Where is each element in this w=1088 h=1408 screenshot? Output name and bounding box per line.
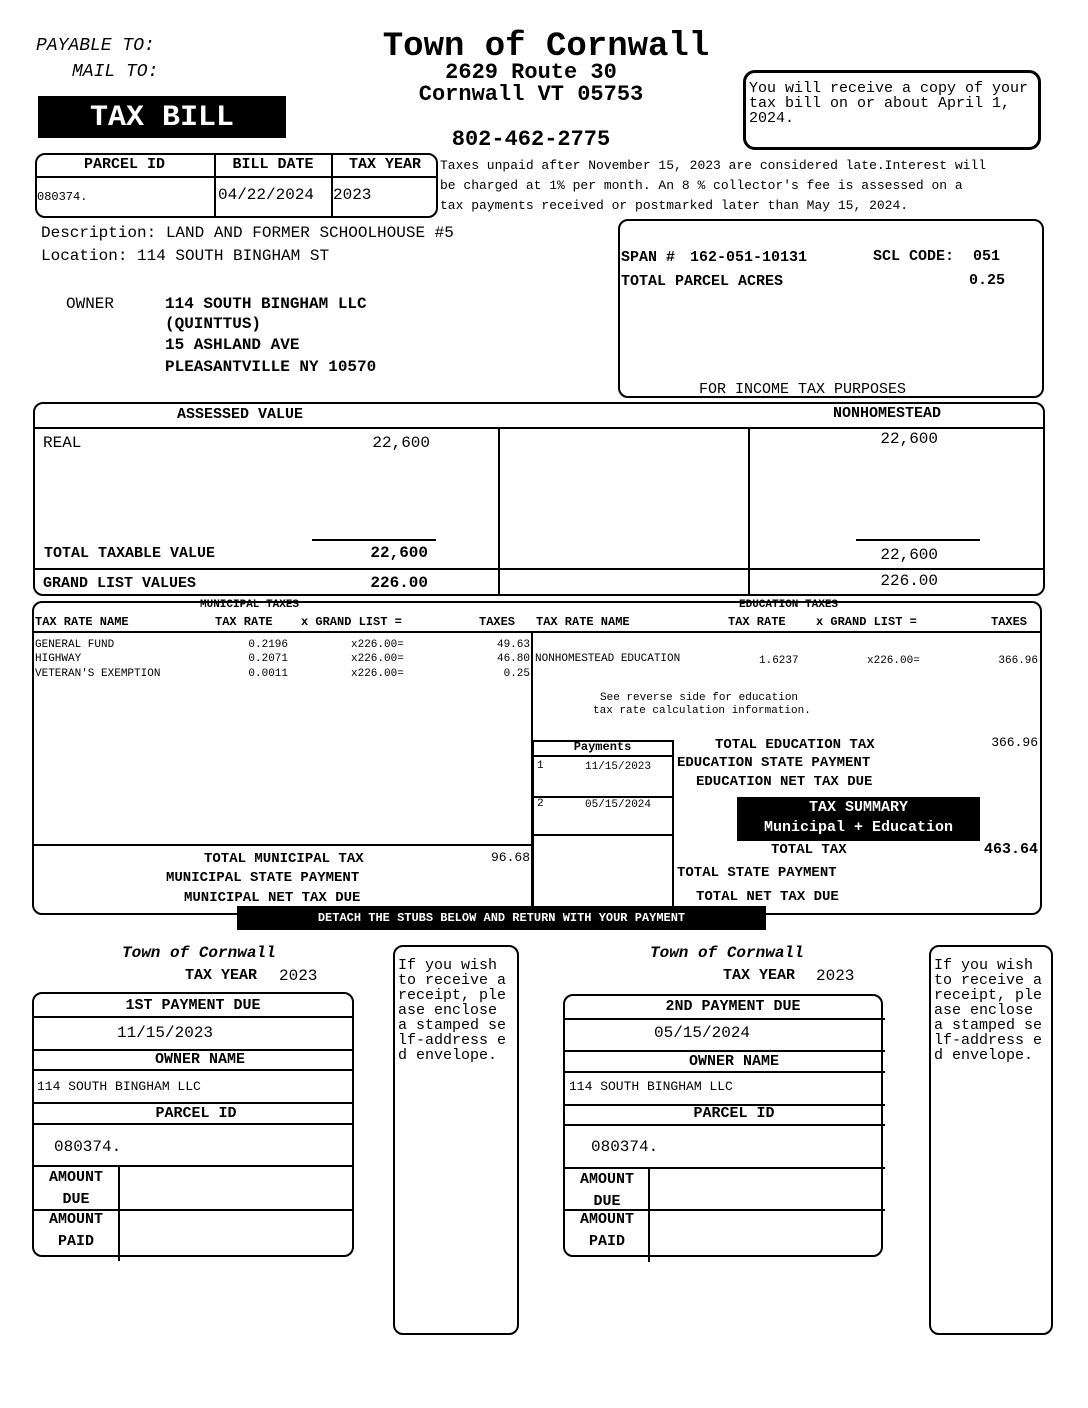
- town-phone: 802-462-2775: [451, 127, 611, 152]
- muni-row-tax: 49.63: [496, 639, 530, 651]
- stub2-tax-year-label: TAX YEAR: [723, 967, 796, 984]
- muni-row-name: VETERAN'S EXEMPTION: [35, 668, 161, 680]
- late-notice-3: tax payments received or postmarked later than May 15, 2024.: [440, 198, 909, 213]
- total-municipal-tax-value: 96.68: [490, 850, 530, 865]
- income-tax-note: FOR INCOME TAX PURPOSES: [699, 381, 907, 398]
- parcel-id-label: PARCEL ID: [83, 156, 165, 173]
- detach-banner: [237, 906, 766, 930]
- real-label: REAL: [43, 434, 82, 452]
- stub1-receipt-note: If you wish to receive a receipt, please enclose a stamped self-address ed envelope.: [398, 957, 507, 1064]
- stub1-amount-paid-field[interactable]: [120, 1211, 352, 1255]
- stub2-owner-label: OWNER NAME: [688, 1053, 779, 1070]
- stub1-payment-due-label: 1ST PAYMENT DUE: [125, 997, 261, 1014]
- total-tax-value: 463.64: [983, 841, 1038, 858]
- edu-row-tax: 366.96: [998, 655, 1038, 667]
- stub1-paid-label: PAID: [57, 1233, 94, 1250]
- stub1-receipt-box: [393, 945, 519, 1335]
- stub2-payment-due-label: 2ND PAYMENT DUE: [665, 998, 801, 1015]
- town-address-1: 2629 Route 30: [445, 60, 617, 85]
- stub2-parcel-id: 080374.: [591, 1138, 659, 1156]
- assessed-value-header: ASSESSED VALUE: [177, 406, 304, 423]
- stub2-tax-year-value: 2023: [816, 967, 855, 985]
- taxes-table: [32, 601, 1042, 915]
- edu-row-name: NONHOMESTEAD EDUCATION: [535, 653, 681, 665]
- payment-1-number: 1: [537, 760, 544, 772]
- municipal-state-payment-label: MUNICIPAL STATE PAYMENT: [166, 870, 360, 886]
- stub1-tax-year-value: 2023: [279, 967, 318, 985]
- muni-row-rate: 0.2196: [248, 639, 288, 651]
- reverse-note-1: See reverse side for education: [600, 692, 799, 704]
- muni-row-tax: 0.25: [503, 668, 530, 680]
- stub1-due-label: DUE: [62, 1191, 90, 1208]
- stub1-tax-year-label: TAX YEAR: [185, 967, 258, 984]
- stub1-town: Town of Cornwall: [122, 944, 276, 962]
- parcel-id-value: 080374.: [37, 190, 88, 204]
- muni-row-rate: 0.0011: [248, 668, 288, 680]
- grand-list-label: GRAND LIST VALUES: [43, 575, 197, 592]
- education-net-due-label: EDUCATION NET TAX DUE: [696, 774, 873, 790]
- property-description: Description: LAND AND FORMER SCHOOLHOUSE #5: [41, 224, 454, 242]
- tax-bill-title: TAX BILL: [89, 101, 235, 135]
- payment-2-date: 05/15/2024: [585, 799, 652, 811]
- muni-row-grand: x226.00=: [351, 668, 404, 680]
- late-notice-2: be charged at 1% per month. An 8 % collector's fee is assessed on a: [440, 178, 963, 193]
- nonhomestead-real-value: 22,600: [880, 430, 938, 448]
- municipal-net-due-label: MUNICIPAL NET TAX DUE: [184, 890, 361, 906]
- stub2-receipt-note: If you wish to receive a receipt, please enclose a stamped self-address ed envelope.: [934, 957, 1043, 1064]
- span-value: 162-051-10131: [690, 249, 808, 266]
- bill-date-label: BILL DATE: [232, 156, 314, 173]
- stub1-owner-label: OWNER NAME: [154, 1051, 245, 1068]
- edu-col-rate: TAX RATE: [728, 615, 786, 629]
- tax-summary-title: TAX SUMMARY: [808, 799, 909, 816]
- tax-summary-banner: [737, 797, 980, 841]
- muni-row-name: HIGHWAY: [35, 653, 82, 665]
- stub1-amount-due-field[interactable]: [120, 1167, 352, 1208]
- total-education-tax-value: 366.96: [991, 735, 1038, 750]
- stub2-due-label: DUE: [593, 1193, 621, 1210]
- payment-2-number: 2: [537, 798, 544, 810]
- scl-code-value: 051: [973, 248, 1001, 265]
- edu-row-grand: x226.00=: [867, 655, 920, 667]
- payable-to-label: PAYABLE TO:: [36, 36, 155, 56]
- late-notice-1: Taxes unpaid after November 15, 2023 are considered late.Interest will: [440, 158, 987, 173]
- total-taxable-value: 22,600: [370, 544, 428, 562]
- tax-year-label: TAX YEAR: [348, 156, 421, 173]
- education-taxes-header: EDUCATION TAXES: [739, 599, 839, 611]
- stub2-due-date: 05/15/2024: [654, 1024, 751, 1042]
- payments-header: Payments: [573, 740, 632, 754]
- nonhomestead-header: NONHOMESTEAD: [833, 405, 942, 422]
- mail-to-label: MAIL TO:: [72, 62, 159, 82]
- total-municipal-tax-label: TOTAL MUNICIPAL TAX: [204, 851, 364, 867]
- scl-code-label: SCL CODE:: [873, 248, 955, 265]
- tax-bill-banner: [38, 96, 286, 138]
- owner-line-4: PLEASANTVILLE NY 10570: [165, 358, 377, 376]
- muni-col-grand: x GRAND LIST =: [301, 615, 402, 629]
- muni-row-grand: x226.00=: [351, 639, 404, 651]
- total-state-payment-label: TOTAL STATE PAYMENT: [677, 865, 837, 881]
- span-box: [618, 219, 1044, 398]
- total-education-tax-label: TOTAL EDUCATION TAX: [715, 737, 875, 753]
- reverse-note-2: tax rate calculation information.: [593, 705, 811, 717]
- stub2-receipt-box: [929, 945, 1053, 1335]
- municipal-taxes-header: MUNICIPAL TAXES: [200, 599, 300, 611]
- owner-line-2: (QUINTTUS): [165, 315, 262, 333]
- tax-year-value: 2023: [333, 186, 372, 204]
- nonhomestead-total-value: 22,600: [880, 546, 938, 564]
- stub2-owner-name: 114 SOUTH BINGHAM LLC: [569, 1079, 733, 1094]
- town-name: Town of Cornwall: [382, 28, 710, 66]
- muni-row-grand: x226.00=: [351, 653, 404, 665]
- detach-text: DETACH THE STUBS BELOW AND RETURN WITH YOUR PAYMENT: [317, 911, 686, 925]
- owner-line-1: 114 SOUTH BINGHAM LLC: [165, 295, 367, 313]
- copy-notice-text: You will receive a copy of your tax bill on or about April 1, 2024.: [749, 80, 1029, 127]
- property-location: Location: 114 SOUTH BINGHAM ST: [41, 247, 330, 265]
- edu-row-rate: 1.6237: [759, 655, 799, 667]
- stub2-amount-paid-field[interactable]: [650, 1211, 881, 1255]
- stub1-parcel-id: 080374.: [54, 1138, 122, 1156]
- stub2-amount-due-field[interactable]: [650, 1169, 881, 1208]
- town-address-2: Cornwall VT 05753: [418, 82, 644, 107]
- total-net-due-label: TOTAL NET TAX DUE: [696, 889, 839, 905]
- muni-row-rate: 0.2071: [248, 653, 288, 665]
- copy-notice-box: [743, 70, 1041, 150]
- owner-line-3: 15 ASHLAND AVE: [165, 336, 300, 354]
- acres-value: 0.25: [969, 272, 1006, 289]
- bill-date-value: 04/22/2024: [218, 186, 315, 204]
- stub1-owner-name: 114 SOUTH BINGHAM LLC: [37, 1079, 201, 1094]
- stub2-town: Town of Cornwall: [650, 944, 804, 962]
- edu-col-grand: x GRAND LIST =: [816, 615, 917, 629]
- muni-col-taxes: TAXES: [479, 615, 516, 629]
- tax-summary-subtitle: Municipal + Education: [763, 819, 954, 836]
- nonhomestead-grand-list-value: 226.00: [880, 572, 938, 590]
- stub1-amount-due-label: AMOUNT: [48, 1169, 103, 1186]
- span-label: SPAN #: [621, 249, 676, 266]
- muni-col-name: TAX RATE NAME: [35, 615, 129, 629]
- edu-col-taxes: TAXES: [991, 615, 1028, 629]
- real-value: 22,600: [372, 434, 430, 452]
- total-tax-label: TOTAL TAX: [771, 842, 847, 858]
- stub1-parcel-label: PARCEL ID: [155, 1105, 237, 1122]
- payment-1-date: 11/15/2023: [585, 761, 652, 773]
- muni-row-name: GENERAL FUND: [35, 639, 115, 651]
- stub2-amount-due-label: AMOUNT: [579, 1171, 634, 1188]
- stub2-parcel-label: PARCEL ID: [693, 1105, 775, 1122]
- stub2-paid-label: PAID: [588, 1233, 625, 1250]
- owner-label: OWNER: [66, 295, 115, 313]
- stub2-amount-paid-label: AMOUNT: [579, 1211, 634, 1228]
- edu-col-name: TAX RATE NAME: [536, 615, 630, 629]
- acres-label: TOTAL PARCEL ACRES: [621, 273, 784, 290]
- total-taxable-label: TOTAL TAXABLE VALUE: [44, 545, 216, 562]
- education-state-payment-label: EDUCATION STATE PAYMENT: [677, 755, 871, 771]
- muni-row-tax: 46.80: [496, 653, 530, 665]
- muni-col-rate: TAX RATE: [215, 615, 273, 629]
- grand-list-value: 226.00: [370, 574, 428, 592]
- stub1-amount-paid-label: AMOUNT: [48, 1211, 103, 1228]
- stub1-due-date: 11/15/2023: [117, 1024, 214, 1042]
